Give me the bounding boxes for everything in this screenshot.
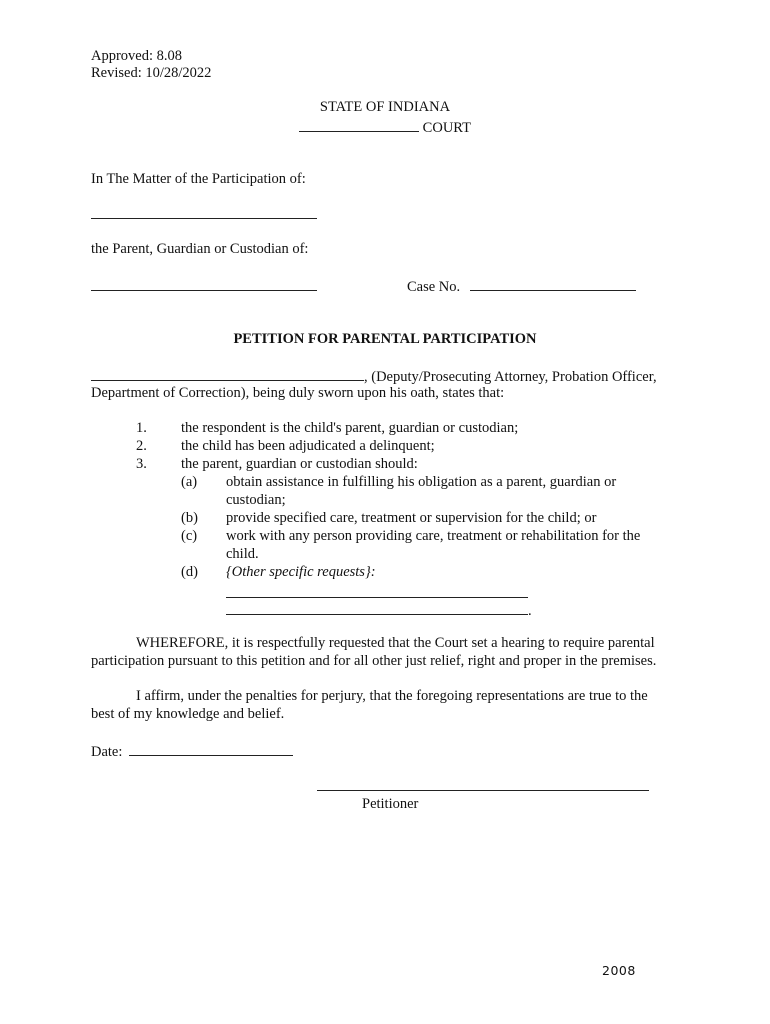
subitem-text-cont: custodian;	[226, 492, 286, 508]
petitioner-intro-line1	[91, 366, 657, 386]
petitioner-intro-line2: Department of Correction), being duly sworn upon his oath, states that:	[91, 385, 505, 401]
item-text: the child has been adjudicated a delinquent;	[181, 438, 435, 454]
footer-year: 2008	[602, 963, 636, 978]
other-requests-line2	[226, 600, 532, 620]
petition-title: PETITION FOR PARENTAL PARTICIPATION	[233, 331, 537, 347]
case-number-blank[interactable]	[470, 276, 636, 291]
item-number: 2.	[136, 438, 147, 454]
subitem-letter: (a)	[181, 474, 198, 490]
state-heading: STATE OF INDIANA	[319, 99, 451, 115]
affirm-line2: best of my knowledge and belief.	[91, 706, 285, 722]
intro-text-1: , (Deputy/Prosecuting Attorney, Probation Officer,	[364, 369, 657, 385]
other-requests-blank-1[interactable]	[226, 583, 528, 598]
revised-line: Revised: 10/28/2022	[91, 65, 212, 81]
parent-label: the Parent, Guardian or Custodian of:	[91, 241, 309, 257]
subitem-letter: (c)	[181, 528, 198, 544]
item-text: the parent, guardian or custodian should:	[181, 456, 418, 472]
subitem-letter: (d)	[181, 564, 198, 580]
wherefore-line1: WHEREFORE, it is respectfully requested that the Court set a hearing to require parental	[136, 635, 655, 651]
item-number: 1.	[136, 420, 147, 436]
matter-label: In The Matter of the Participation of:	[91, 171, 306, 187]
subitem-text-cont: child.	[226, 546, 259, 562]
item-text: the respondent is the child's parent, guardian or custodian;	[181, 420, 519, 436]
court-heading	[0, 117, 770, 137]
child-name-line	[91, 276, 317, 296]
court-name-blank[interactable]	[299, 117, 419, 132]
court-label: COURT	[422, 120, 471, 136]
petitioner-name-blank[interactable]	[91, 366, 364, 381]
participant-name-blank[interactable]	[91, 204, 317, 219]
signature-line	[317, 776, 649, 796]
date-label: Date:	[91, 744, 123, 760]
subitem-letter: (b)	[181, 510, 198, 526]
signature-blank[interactable]	[317, 776, 649, 791]
other-requests-blank-2[interactable]	[226, 600, 528, 615]
petitioner-label: Petitioner	[362, 796, 419, 812]
subitem-text: work with any person providing care, treatment or rehabilitation for the	[226, 528, 641, 544]
date-blank[interactable]	[129, 741, 293, 756]
approved-line: Approved: 8.08	[91, 48, 183, 64]
wherefore-line2: participation pursuant to this petition and for all other just relief, right and proper in the premises.	[91, 653, 657, 669]
child-name-blank[interactable]	[91, 276, 317, 291]
case-number-field	[407, 276, 636, 296]
affirm-line1: I affirm, under the penalties for perjury, that the foregoing representations are true to the	[136, 688, 648, 704]
date-field	[91, 741, 293, 761]
item-number: 3.	[136, 456, 147, 472]
other-requests-label: {Other specific requests}:	[226, 564, 376, 580]
case-number-label: Case No.	[407, 279, 461, 295]
subitem-text: provide specified care, treatment or supervision for the child; or	[226, 510, 597, 526]
period-mark: .	[528, 603, 532, 619]
subitem-text: obtain assistance in fulfilling his obligation as a parent, guardian or	[226, 474, 617, 490]
participant-name-line	[91, 204, 317, 224]
